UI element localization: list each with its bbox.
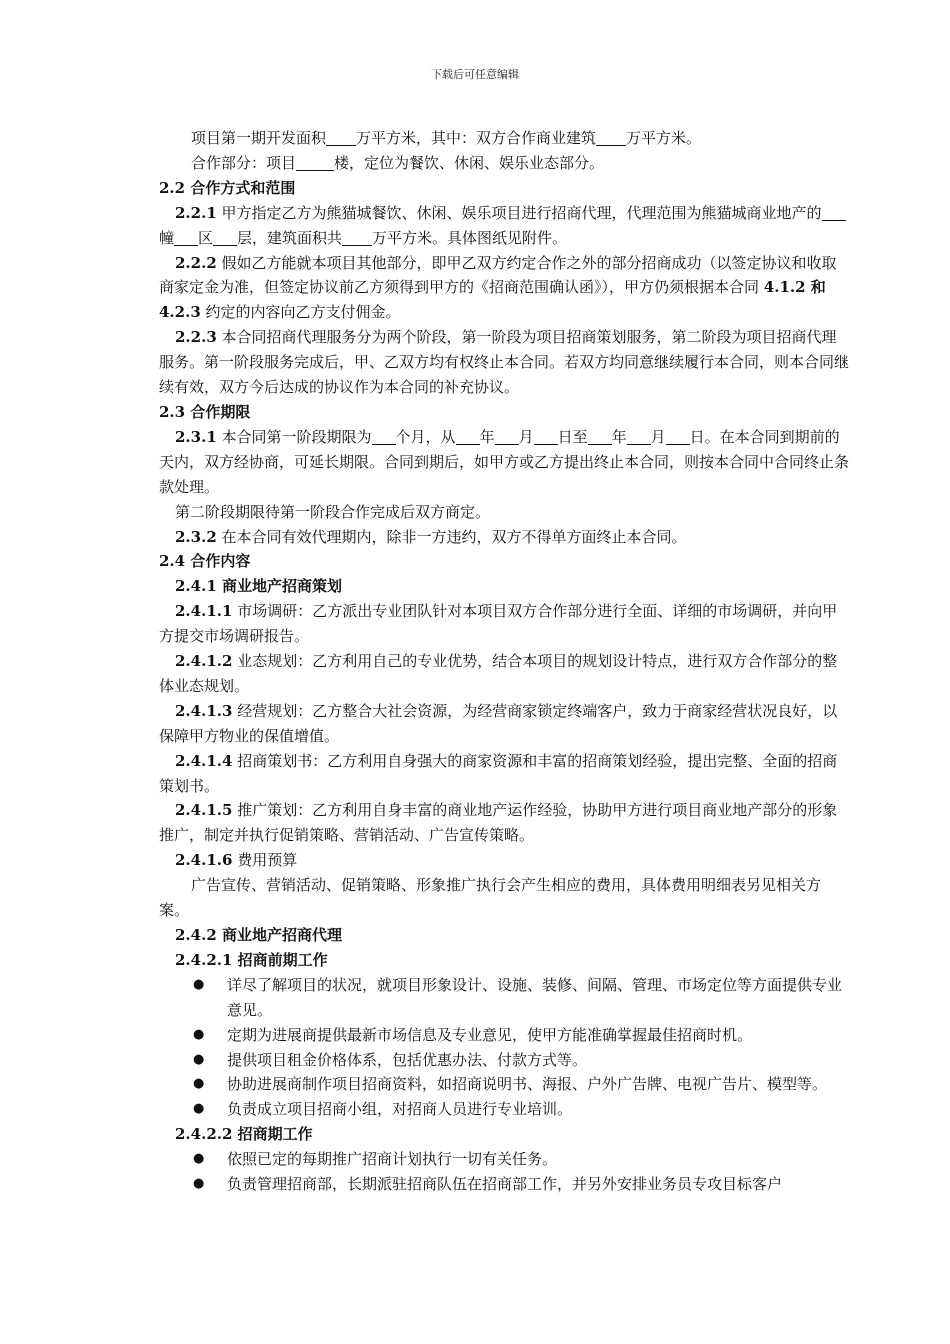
bullet-icon: ● — [193, 1101, 205, 1117]
text: 本合同招商代理服务分为两个阶段，第一阶段为项目招商策划服务，第二阶段为项目招商代理服务。第一阶段服务完成后，甲、乙双方均有权终止本合同。若双方均同意继续履行本合同，则本合同继续有效，双方今后达成的协议作为本合同的补充协议。 — [159, 328, 850, 397]
bullet-icon: ● — [193, 1151, 205, 1167]
list-item — [159, 1097, 849, 1122]
clause-2-4-1-1 — [159, 599, 849, 649]
text: 业态规划：乙方利用自己的专业优势，结合本项目的规划设计特点，进行双方合作部分的整体业态规划。 — [159, 652, 838, 695]
clause-reference: 4.1.2 和 4.2.3 — [159, 278, 826, 322]
blank-field — [596, 129, 626, 146]
clause-2-4-1-6 — [159, 848, 849, 873]
list-item — [159, 1023, 849, 1048]
bullet-icon: ● — [193, 1176, 205, 1192]
clause-number: 2.4.1.5 — [175, 801, 233, 820]
clause-number: 2.4.1.6 — [175, 851, 233, 870]
clause-2-3-2 — [159, 525, 849, 550]
text: 项目第一期开发面积 — [191, 129, 327, 147]
text: 假如乙方能就本项目其他部分，即甲乙双方约定合作之外的部分招商成功（以签定协议和收取商家定金为准，但签定协议前乙方须得到甲方的《招商范围确认函》），甲方仍须根据本合同 — [159, 253, 837, 297]
clause-2-2-1 — [159, 201, 849, 251]
text: 甲方指定乙方为熊猫城餐饮、休闲、娱乐项目进行招商代理，代理范围为熊猫城商业地产的 — [216, 203, 822, 222]
clause-number: 2.4.1.3 — [175, 701, 233, 720]
text: 个月，从 — [395, 427, 456, 446]
list-item — [159, 1048, 849, 1073]
clause-2-2-2 — [159, 251, 849, 326]
clause-number: 2.4.1.2 — [175, 652, 233, 671]
clause-2-4-1-2 — [159, 649, 849, 699]
heading-2-2: 2.2 合作方式和范围 — [159, 178, 296, 197]
list-item-text: 负责管理招商部，长期派驻招商队伍在招商部工作，并另外安排业务员专攻目标客户 — [227, 1175, 783, 1194]
clause-number: 2.3.1 — [175, 427, 217, 446]
document-body — [159, 126, 849, 1197]
clause-2-2-3 — [159, 325, 849, 400]
heading-2-4-1: 2.4.1 商业地产招商策划 — [175, 577, 342, 596]
blank-field — [213, 229, 237, 246]
paragraph-part — [159, 151, 849, 176]
text: 年 — [479, 427, 495, 446]
bullet-icon: ● — [193, 1051, 205, 1067]
paragraph-budget: 广告宣传、营销活动、促销策略、形象推广执行会产生相应的费用，具体费用明细表另见相关方案。 — [159, 876, 822, 920]
blank-field — [666, 428, 690, 445]
list-item-text: 协助进展商制作项目招商资料，如招商说明书、海报、户外广告牌、电视广告片、模型等。 — [227, 1075, 828, 1094]
clause-number: 2.2.3 — [175, 328, 217, 347]
text: 楼，定位为餐饮、休闲、娱乐业态部分。 — [334, 153, 605, 172]
heading-2-4: 2.4 合作内容 — [159, 552, 251, 571]
list-item-text: 详尽了解项目的状况，就项目形象设计、设施、装修、间隔、管理、市场定位等方面提供专业意见。 — [227, 975, 843, 1019]
clause-2-4-1-3 — [159, 699, 849, 749]
text: 本合同第一阶段期限为 — [216, 427, 372, 446]
heading-2-3: 2.3 合作期限 — [159, 402, 251, 421]
text: 推广策划：乙方利用自身丰富的商业地产运作经验，协助甲方进行项目商业地产部分的形象推广，制定并执行促销策略、营销活动、广告宣传策略。 — [159, 801, 838, 845]
list-item — [159, 1147, 849, 1172]
bullet-icon: ● — [193, 1076, 205, 1092]
text: 招商策划书：乙方利用自身强大的商家资源和丰富的招商策划经验，提出完整、全面的招商策划书。 — [159, 751, 838, 795]
clause-number: 2.2.1 — [175, 203, 217, 222]
list-item — [159, 1172, 849, 1197]
paragraph-stage2: 第二阶段期限待第一阶段合作完成后双方商定。 — [175, 502, 491, 521]
blank-field — [588, 428, 612, 445]
text: 市场调研：乙方派出专业团队针对本项目双方合作部分进行全面、详细的市场调研，并向甲方提交市场调研报告。 — [159, 602, 838, 646]
blank-field — [456, 428, 480, 445]
heading-2-4-2-2: 2.4.2.2 招商期工作 — [175, 1125, 313, 1144]
text: 年 — [611, 427, 627, 446]
blank-field — [296, 154, 334, 171]
text: 日。在本合同到期前的天内，双方经协商，可延长期限。合同到期后，如甲方或乙方提出终止本合同，则按本合同中合同终止条款处理。 — [159, 427, 850, 496]
clause-number: 2.4.1.4 — [175, 751, 233, 770]
list-item-text: 依照已定的每期推广招商计划执行一切有关任务。 — [227, 1150, 558, 1169]
text: 月 — [518, 427, 534, 446]
heading-2-4-2-1: 2.4.2.1 招商前期工作 — [175, 950, 328, 969]
text: 区 — [198, 228, 214, 247]
clause-number: 2.2.2 — [175, 253, 217, 272]
blank-field — [326, 129, 356, 146]
text: 万平方米。具体图纸见附件。 — [372, 228, 568, 247]
clause-number: 2.4.1.1 — [175, 602, 233, 621]
list-item — [159, 1072, 849, 1097]
text: 万平方米，其中：双方合作商业建筑 — [356, 129, 597, 147]
list-item-text: 提供项目租金价格体系，包括优惠办法、付款方式等。 — [227, 1050, 588, 1069]
clause-2-3-1 — [159, 425, 849, 500]
clause-2-4-1-4 — [159, 749, 849, 799]
bullet-icon: ● — [193, 1026, 205, 1042]
blank-field — [822, 204, 846, 221]
blank-field — [534, 428, 558, 445]
blank-field — [342, 229, 372, 246]
heading-2-4-2: 2.4.2 商业地产招商代理 — [175, 926, 342, 944]
paragraph-area — [159, 126, 849, 151]
page-header: 下载后可任意编辑 — [431, 68, 519, 81]
clause-number: 2.3.2 — [175, 527, 217, 546]
blank-field — [627, 428, 651, 445]
text: 幢 — [159, 228, 175, 247]
text: 经营规划：乙方整合大社会资源，为经营商家锁定终端客户，致力于商家经营状况良好，以保障甲方物业的保值增值。 — [159, 701, 838, 745]
bullet-icon: ● — [193, 976, 205, 992]
blank-field — [495, 428, 519, 445]
list-item — [159, 973, 849, 1023]
clause-2-4-1-5 — [159, 798, 849, 848]
list-item-text: 定期为进展商提供最新市场信息及专业意见，使甲方能准确掌握最佳招商时机。 — [227, 1025, 753, 1044]
text: 万平方米。 — [626, 129, 702, 147]
text: 层，建筑面积共 — [237, 228, 343, 247]
text: 约定的内容向乙方支付佣金。 — [200, 303, 401, 322]
text: 月 — [650, 427, 666, 446]
blank-field — [372, 428, 396, 445]
list-item-text: 负责成立项目招商小组，对招商人员进行专业培训。 — [227, 1100, 573, 1119]
text: 费用预算 — [232, 851, 298, 870]
text: 在本合同有效代理期内，除非一方违约，双方不得单方面终止本合同。 — [216, 527, 687, 546]
text: 日至 — [557, 427, 588, 446]
blank-field — [174, 229, 198, 246]
text: 合作部分：项目 — [191, 153, 297, 172]
